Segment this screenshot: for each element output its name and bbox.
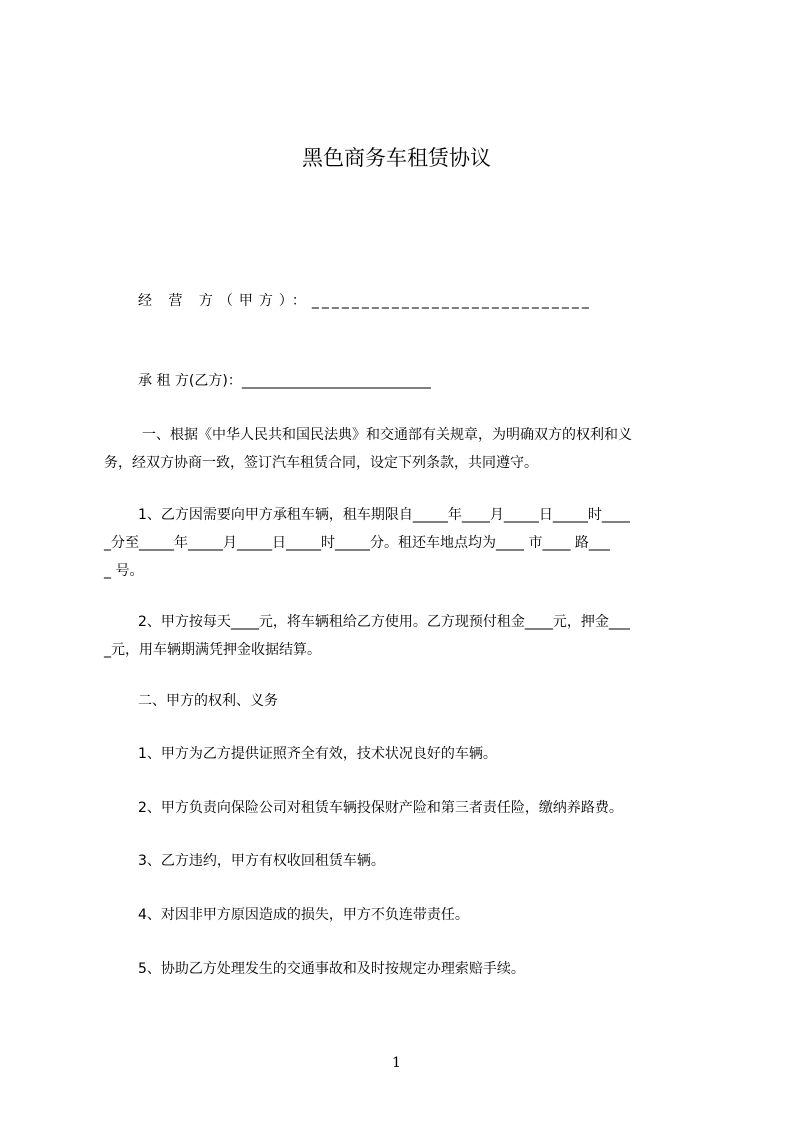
party-b-row <box>138 372 431 390</box>
party-b-blank: ___________________________ <box>241 373 431 389</box>
clause-item-2: 2、甲方负责向保险公司对租赁车辆投保财产险和第三者责任险，缴纳养路费。 <box>138 800 623 816</box>
paragraph-2-line-2: _分至_____年_____月_____日_____时_____分。租还车地点均为____ 市____ 路___ <box>104 535 610 551</box>
paragraph-1-line-1: 一、根据《中华人民共和国民法典》和交通部有关规章，为明确双方的权利和义 <box>142 427 632 443</box>
clause-item-1: 1、甲方为乙方提供证照齐全有效，技术状况良好的车辆。 <box>138 746 497 762</box>
paragraph-2-line-1: 1、乙方因需要向甲方承租车辆，租车期限自_____年____月_____日_____时____ <box>138 507 630 523</box>
clause-item-3: 3、乙方违约，甲方有权收回租赁车辆。 <box>138 853 385 869</box>
paragraph-3-line-1: 2、甲方按每天____元，将车辆租给乙方使用。乙方现预付租金____元，押金___ <box>138 614 630 630</box>
page-number: 1 <box>392 1055 401 1071</box>
document-title: 黑色商务车租赁协议 <box>302 146 491 170</box>
section-2-heading: 二、甲方的权利、义务 <box>138 693 278 709</box>
paragraph-3-line-2: _元，用车辆期满凭押金收据结算。 <box>104 642 321 658</box>
party-a-row <box>138 292 592 310</box>
party-b-label: 承 租 方(乙方)： <box>138 373 242 389</box>
clause-item-4: 4、对因非甲方原因造成的损失，甲方不负连带责任。 <box>138 907 469 923</box>
party-a-blank: ____________________________ <box>311 293 592 309</box>
paragraph-1-line-2: 务，经双方协商一致，签订汽车租赁合同，设定下列条款，共同遵守。 <box>104 455 538 471</box>
party-a-label: 经 营 方（甲方）： <box>138 293 312 309</box>
paragraph-2-line-3: _ 号。 <box>104 563 144 579</box>
clause-item-5: 5、协助乙方处理发生的交通事故和及时按规定办理索赔手续。 <box>138 961 525 977</box>
